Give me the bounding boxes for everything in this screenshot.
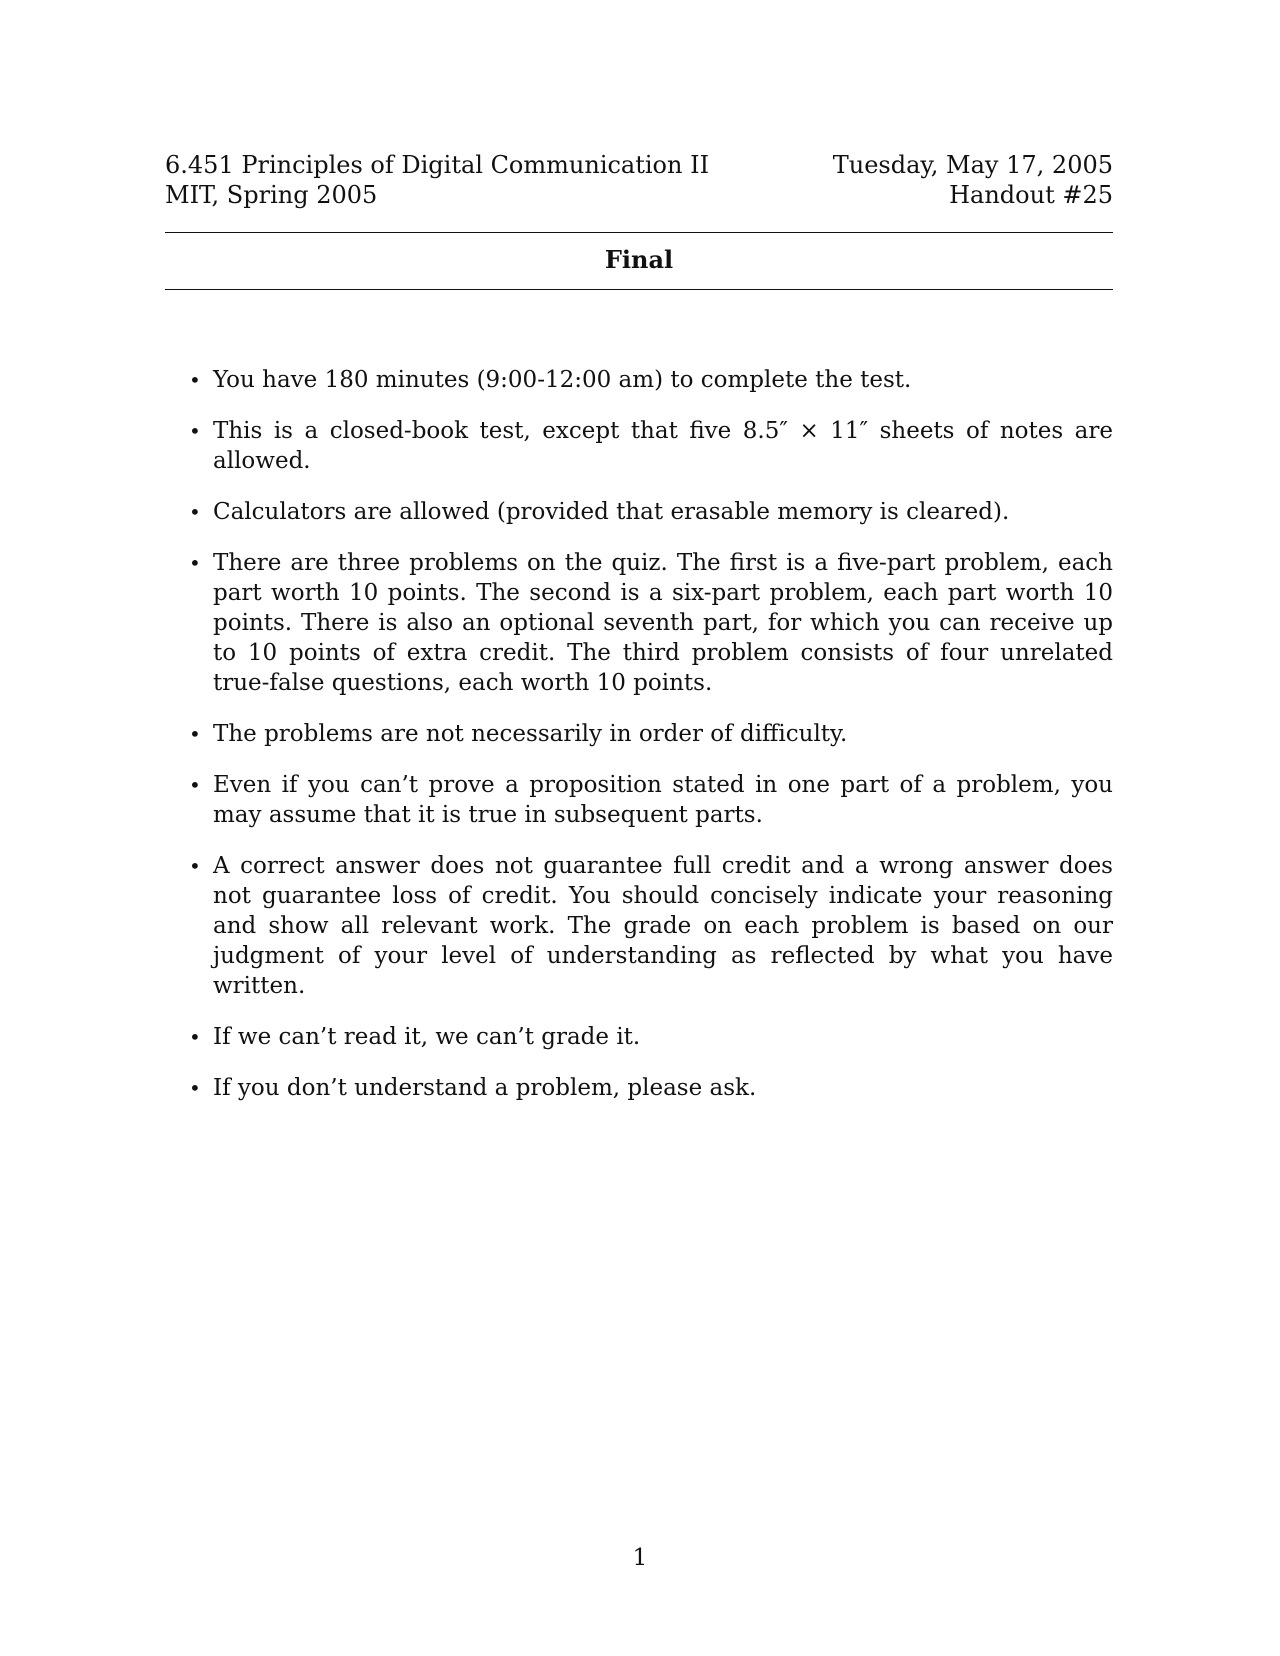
list-item <box>185 1073 1113 1103</box>
instruction-text: This is a closed-book test, except that five 8.5″ × 11″ sheets of notes are allowed. <box>213 418 1113 474</box>
institution-term: MIT, Spring 2005 <box>165 181 378 209</box>
instruction-text: If we can’t read it, we can’t grade it. <box>213 1024 641 1050</box>
header-left <box>165 150 709 210</box>
instructions-list <box>185 365 1113 1124</box>
bullet-icon: • <box>189 722 201 746</box>
bullet-icon: • <box>189 368 201 392</box>
bullet-icon: • <box>189 419 201 443</box>
instruction-text: The problems are not necessarily in order of difficulty. <box>213 721 848 747</box>
bullet-icon: • <box>189 1076 201 1100</box>
title-rule-bottom <box>165 289 1113 290</box>
bullet-icon: • <box>189 500 201 524</box>
list-item <box>185 719 1113 749</box>
bullet-icon: • <box>189 773 201 797</box>
bullet-icon: • <box>189 551 201 575</box>
list-item <box>185 497 1113 527</box>
instruction-text: Even if you can’t prove a proposition stated in one part of a problem, you may assume that it is true in subsequent parts. <box>213 772 1113 828</box>
instruction-text: There are three problems on the quiz. The first is a five-part problem, each part worth 10 points. The second is a six-part problem, each part worth 10 points. There is also an optional seventh part, for which you can receive up to 10 points of extra credit. The third problem consists of four unrelated true-false questions, each worth 10 points. <box>213 550 1113 696</box>
handout-number: Handout #25 <box>949 181 1113 209</box>
title-rule-top <box>165 232 1113 233</box>
instruction-text: If you don’t understand a problem, please ask. <box>213 1075 757 1101</box>
list-item <box>185 548 1113 698</box>
instruction-text: Calculators are allowed (provided that erasable memory is cleared). <box>213 499 1010 525</box>
page-number: 1 <box>632 1545 648 1571</box>
list-item <box>185 416 1113 476</box>
list-item <box>185 365 1113 395</box>
exam-date: Tuesday, May 17, 2005 <box>832 151 1113 179</box>
list-item <box>185 770 1113 830</box>
instruction-text: A correct answer does not guarantee full credit and a wrong answer does not guarantee loss of credit. You should concisely indicate your reasoning and show all relevant work. The grade on each problem is based on our judgment of your level of understanding as reflected by what you have written. <box>213 853 1113 999</box>
list-item <box>185 1022 1113 1052</box>
course-name: 6.451 Principles of Digital Communication II <box>165 151 710 179</box>
bullet-icon: • <box>189 1025 201 1049</box>
header-right <box>833 150 1113 210</box>
instruction-text: You have 180 minutes (9:00-12:00 am) to complete the test. <box>213 367 912 393</box>
list-item <box>185 851 1113 1001</box>
document-title: Final <box>604 245 674 274</box>
bullet-icon: • <box>189 854 201 878</box>
